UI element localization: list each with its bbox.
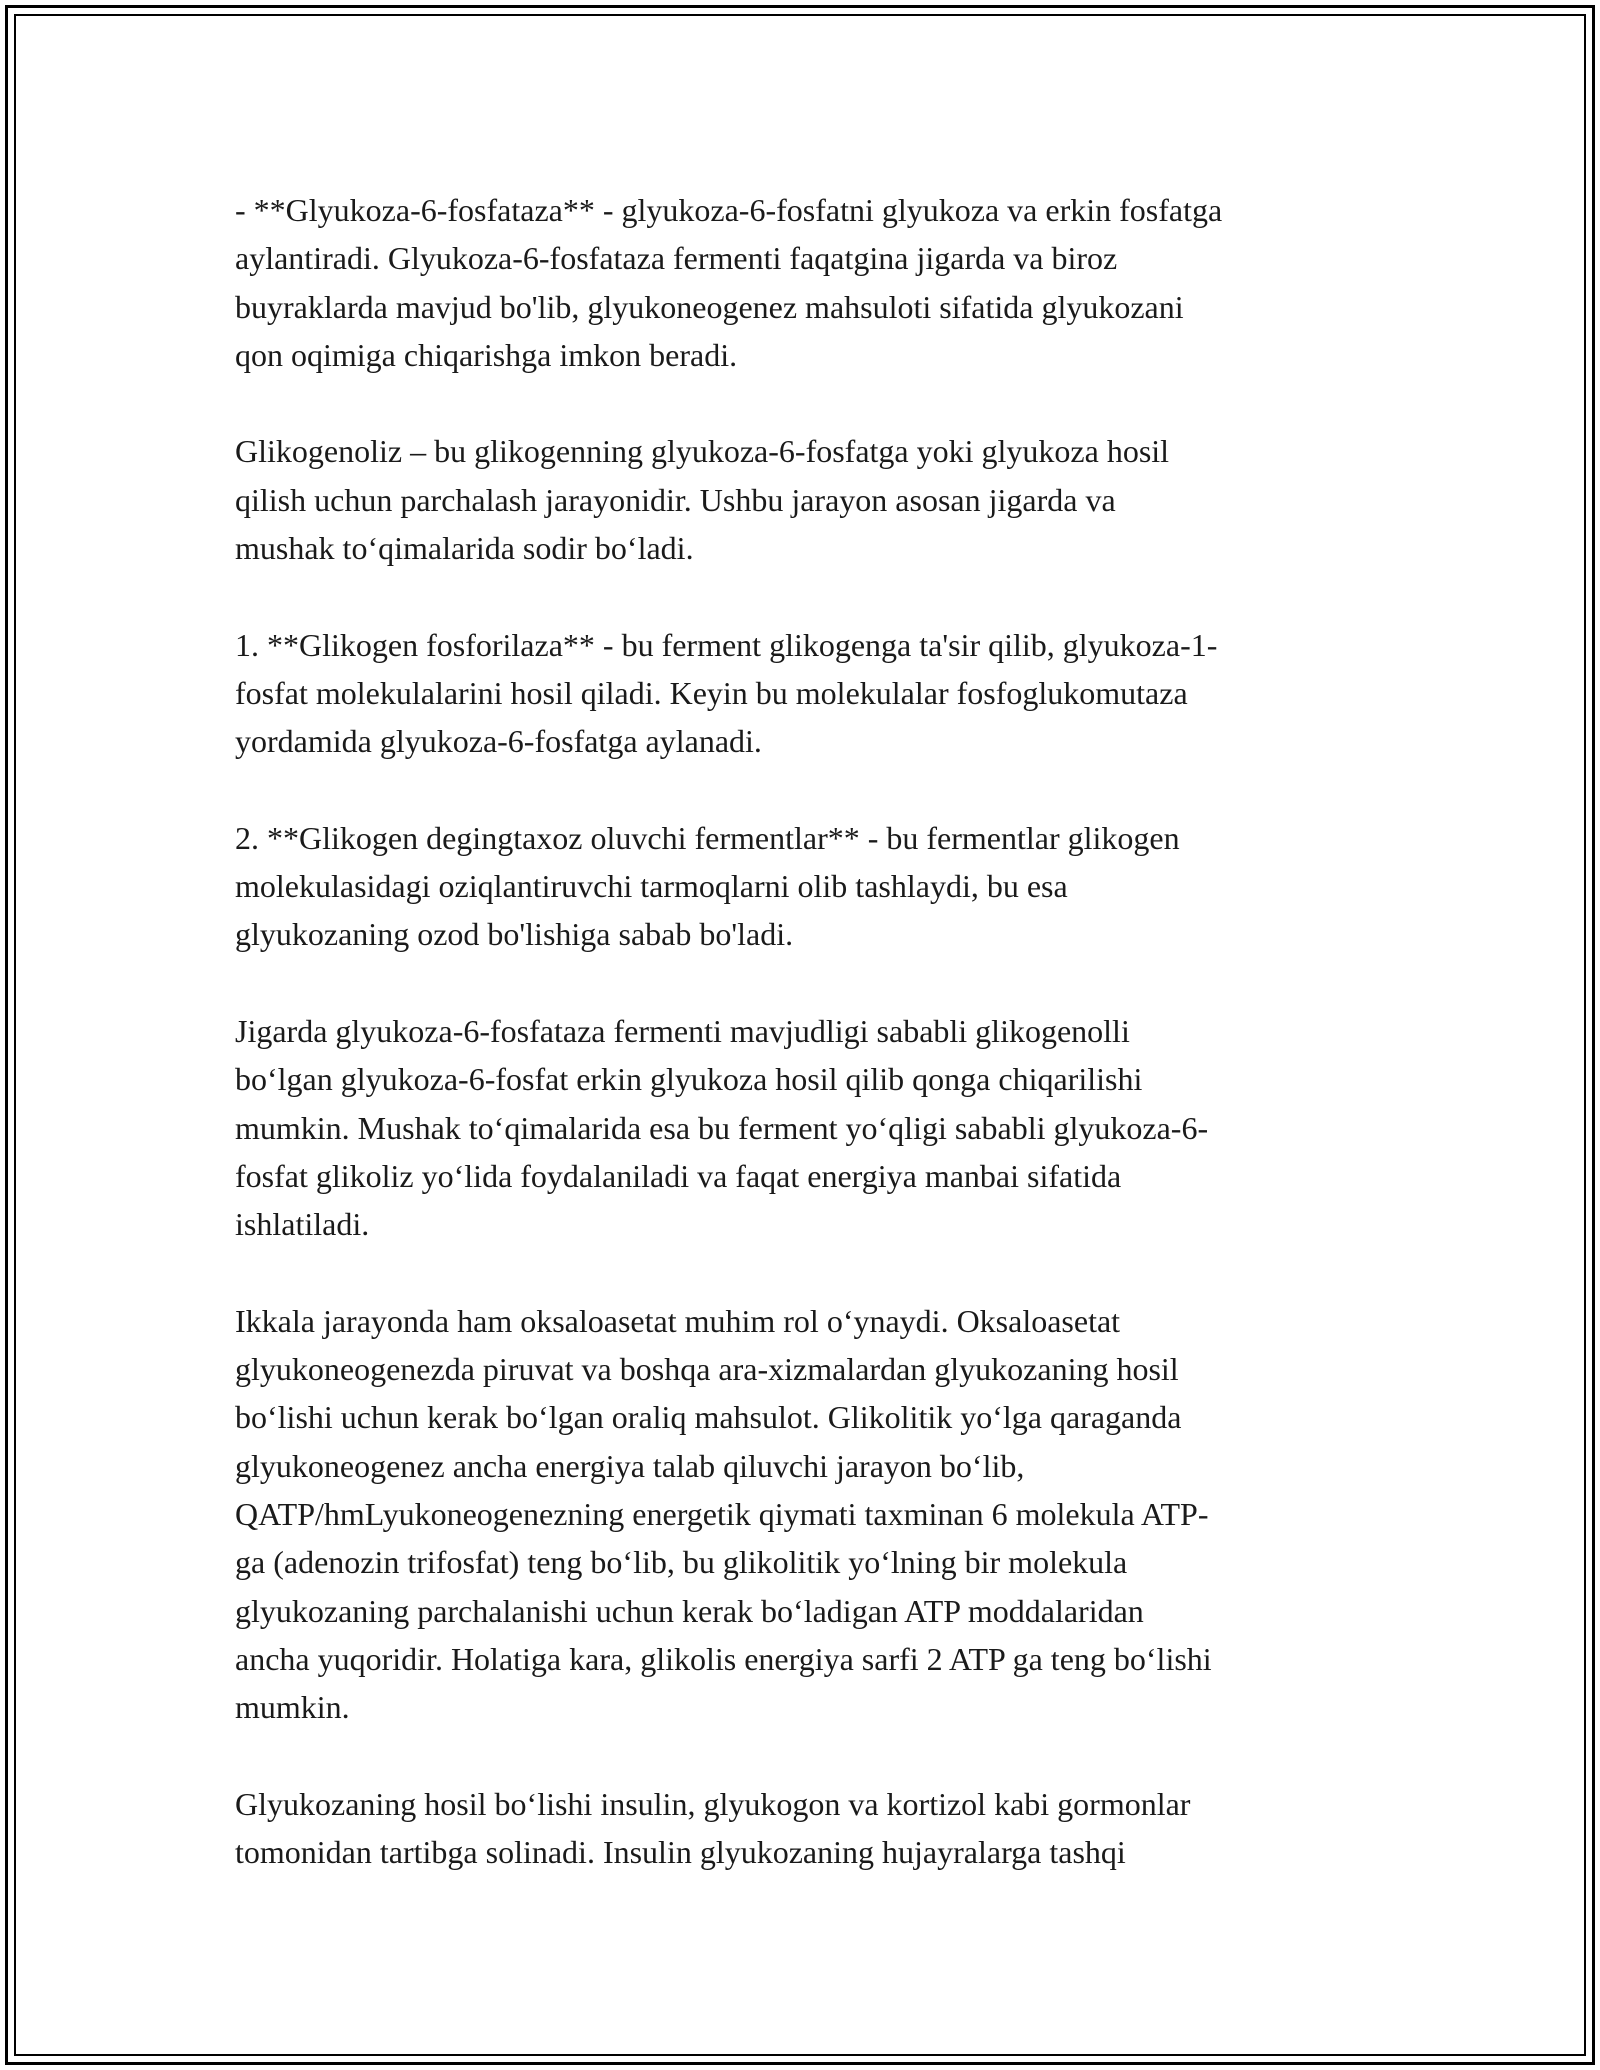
text-line: 1. **Glikogen fosforilaza** - bu ferment glikogenga ta'sir qilib, glyukoza-1-: [235, 626, 1218, 663]
text-line: mumkin.: [235, 1689, 350, 1726]
text-line: Ikkala jarayonda ham oksaloasetat muhim rol o‘ynaydi. Oksaloasetat: [235, 1302, 1121, 1339]
text-line: Glikogenoliz – bu glikogenning glyukoza-6-fosfatga yoki glyukoza hosil: [235, 433, 1170, 470]
text-line: mumkin. Mushak to‘qimalarida esa bu ferment yo‘qligi sababli glyukoza-6-: [235, 1109, 1209, 1146]
text-line: qon oqimiga chiqarishga imkon beradi.: [235, 336, 738, 373]
text-line: Glyukozaning hosil bo‘lishi insulin, glyukogon va kortizol kabi gormonlar: [235, 1785, 1191, 1822]
paragraph: [235, 621, 1405, 766]
text-line: glyukoneogenezda piruvat va boshqa ara-xizmalardan glyukozaning hosil: [235, 1351, 1179, 1388]
text-line: 2. **Glikogen degingtaxoz oluvchi fermentlar** - bu fermentlar glikogen: [235, 819, 1180, 856]
paragraph: [235, 814, 1405, 959]
text-line: aylantiradi. Glyukoza-6-fosfataza fermenti faqatgina jigarda va biroz: [235, 240, 1118, 277]
paragraph: [235, 186, 1405, 379]
text-line: QATP/hmLyukoneogenezning energetik qiymati taxminan 6 molekula ATP-: [235, 1496, 1209, 1533]
text-line: bo‘lgan glyukoza-6-fosfat erkin glyukoza hosil qilib qonga chiqarilishi: [235, 1061, 1143, 1098]
text-line: qilish uchun parchalash jarayonidir. Ushbu jarayon asosan jigarda va: [235, 481, 1116, 518]
document-body: [235, 186, 1405, 1925]
text-line: glyukozaning parchalanishi uchun kerak bo‘ladigan ATP moddalaridan: [235, 1592, 1144, 1629]
paragraph: [235, 1297, 1405, 1732]
text-line: tomonidan tartibga solinadi. Insulin glyukozaning hujayralarga tashqi: [235, 1834, 1126, 1871]
text-line: fosfat molekulalarini hosil qiladi. Keyin bu molekulalar fosfoglukomutaza: [235, 674, 1188, 711]
paragraph: [235, 1780, 1405, 1877]
text-line: - **Glyukoza-6-fosfataza** - glyukoza-6-fosfatni glyukoza va erkin fosfatga: [235, 192, 1223, 228]
text-line: ancha yuqoridir. Holatiga kara, glikolis energiya sarfi 2 ATP ga teng bo‘lishi: [235, 1640, 1212, 1677]
text-line: yordamida glyukoza-6-fosfatga aylanadi.: [235, 723, 762, 760]
text-line: mushak to‘qimalarida sodir bo‘ladi.: [235, 530, 694, 567]
text-line: fosfat glikoliz yo‘lida foydalaniladi va faqat energiya manbai sifatida: [235, 1157, 1122, 1194]
text-line: ishlatiladi.: [235, 1206, 370, 1243]
text-line: molekulasidagi oziqlantiruvchi tarmoqlarni olib tashlaydi, bu esa: [235, 868, 1068, 905]
text-line: glyukoneogenez ancha energiya talab qiluvchi jarayon bo‘lib,: [235, 1447, 1025, 1484]
text-line: Jigarda glyukoza-6-fosfataza fermenti mavjudligi sababli glikogenolli: [235, 1013, 1130, 1050]
text-line: glyukozaning ozod bo'lishiga sabab bo'ladi.: [235, 916, 794, 953]
paragraph: [235, 427, 1405, 572]
text-line: buyraklarda mavjud bo'lib, glyukoneogenez mahsuloti sifatida glyukozani: [235, 288, 1184, 325]
text-line: bo‘lishi uchun kerak bo‘lgan oraliq mahsulot. Glikolitik yo‘lga qaraganda: [235, 1399, 1182, 1436]
paragraph: [235, 1007, 1405, 1248]
text-line: ga (adenozin trifosfat) teng bo‘lib, bu glikolitik yo‘lning bir molekula: [235, 1544, 1128, 1581]
